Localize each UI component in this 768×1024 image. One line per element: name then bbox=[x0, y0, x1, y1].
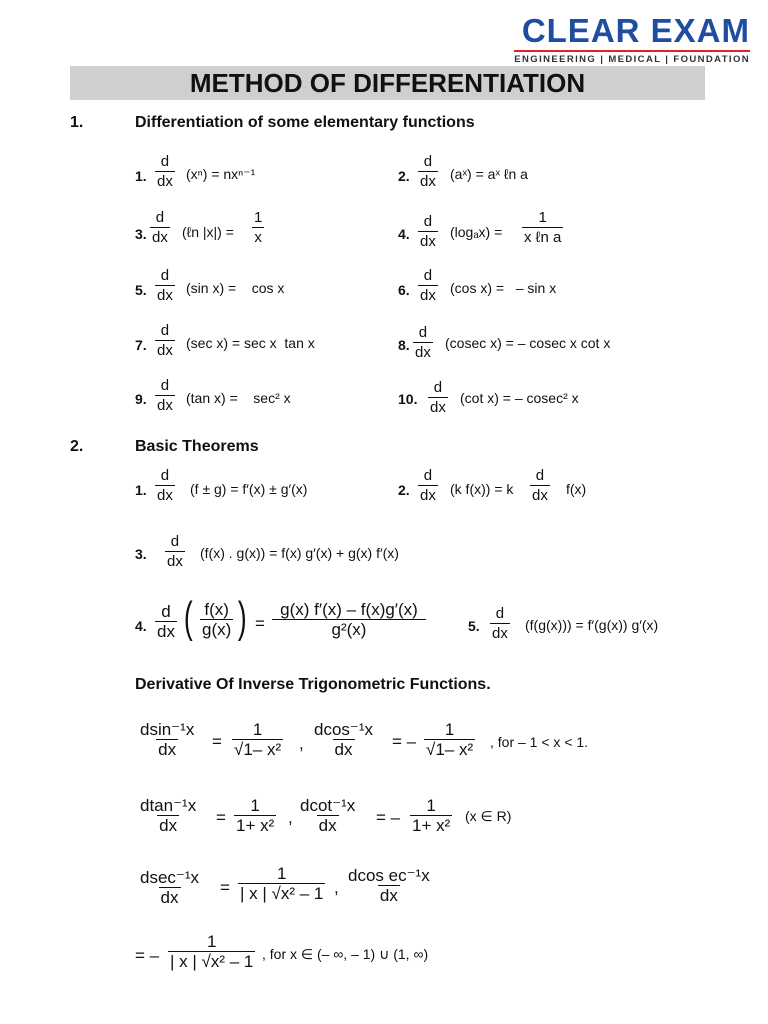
elem-6-ddx: d dx bbox=[420, 267, 436, 304]
elem-7-expr: (sec x) = sec x tan x bbox=[186, 335, 315, 351]
brand-logo bbox=[514, 14, 750, 65]
inv-sin-rhs: 1 √1– x² bbox=[234, 720, 282, 759]
elem-3-ddx: d dx bbox=[152, 209, 168, 246]
elem-7-ddx: d dx bbox=[157, 322, 173, 359]
inv-row1-comma: , bbox=[299, 734, 304, 753]
thm-5-ddx: d dx bbox=[492, 605, 508, 642]
thm-4-rhs: g(x) f′(x) – f(x)g′(x) g²(x) bbox=[272, 600, 426, 639]
inv-tan-rhs: 1 1+ x² bbox=[236, 796, 275, 835]
section-1-number: 1. bbox=[70, 114, 84, 131]
inv-row4-prefix: = – bbox=[135, 946, 160, 965]
elem-3-expr: (ℓn |x|) = bbox=[182, 224, 234, 240]
elem-8-num: 8. bbox=[398, 337, 410, 353]
elem-5-num: 5. bbox=[135, 282, 147, 298]
elem-8-expr: (cosec x) = – cosec x cot x bbox=[445, 335, 611, 351]
section-2-title: Basic Theorems bbox=[135, 438, 259, 455]
elem-4-num: 4. bbox=[398, 226, 410, 242]
thm-5-num: 5. bbox=[468, 618, 480, 634]
thm-3-expr: (f(x) . g(x)) = f(x) g′(x) + g(x) f′(x) bbox=[200, 545, 399, 561]
thm-2-expr-a: (k f(x)) = k bbox=[450, 481, 514, 497]
elem-9-ddx: d dx bbox=[157, 377, 173, 414]
elem-8-ddx: d dx bbox=[415, 324, 431, 361]
elem-3-num: 3. bbox=[135, 226, 147, 242]
inv-tan-lhs: dtan⁻¹x dx bbox=[140, 796, 197, 835]
elem-2-expr: (aˣ) = aˣ ℓn a bbox=[450, 166, 528, 182]
inv-cos-rhs: 1 √1– x² bbox=[426, 720, 474, 759]
inv-tan-eq: = bbox=[216, 808, 226, 827]
thm-2-num: 2. bbox=[398, 482, 410, 498]
d-numerator: d bbox=[160, 153, 170, 170]
section-1-title: Differentiation of some elementary functions bbox=[135, 114, 475, 131]
elem-6-num: 6. bbox=[398, 282, 410, 298]
thm-3-ddx: d dx bbox=[167, 533, 183, 570]
elem-4-ddx: d dx bbox=[420, 213, 436, 250]
elem-1-expr: (xⁿ) = nxⁿ⁻¹ bbox=[186, 166, 256, 182]
inv-sin-eq: = bbox=[212, 732, 222, 751]
elem-7-num: 7. bbox=[135, 337, 147, 353]
inv-row2-comma: , bbox=[288, 808, 293, 827]
inv-cosec-lhs: dcos ec⁻¹x dx bbox=[348, 866, 430, 905]
inv-cot-lhs: dcot⁻¹x dx bbox=[300, 796, 356, 835]
elem-5-ddx: d dx bbox=[157, 267, 173, 304]
inv-cot-eq: = – bbox=[376, 808, 401, 827]
inv-row3-comma: , bbox=[334, 878, 339, 897]
thm-1-ddx: d dx bbox=[157, 467, 173, 504]
inv-cos-eq: = – bbox=[392, 732, 417, 751]
thm-2-ddx-2: d dx bbox=[532, 467, 548, 504]
inv-row1-condition: , for – 1 < x < 1. bbox=[490, 734, 589, 750]
logo-sub-text: ENGINEERING | MEDICAL | FOUNDATION bbox=[514, 50, 750, 65]
section-2-number: 2. bbox=[70, 438, 84, 455]
inv-cot-rhs: 1 1+ x² bbox=[412, 796, 451, 835]
right-paren: ) bbox=[237, 593, 247, 642]
thm-2-expr-b: f(x) bbox=[566, 481, 587, 497]
inv-row4-rhs: 1 | x | √x² – 1 bbox=[170, 932, 254, 971]
inv-sec-rhs: 1 | x | √x² – 1 bbox=[240, 864, 324, 903]
inv-sin-lhs: dsin⁻¹x dx bbox=[140, 720, 195, 759]
elem-4-expr: (logₐx) = bbox=[450, 224, 503, 240]
thm-2-ddx: d dx bbox=[420, 467, 436, 504]
inverse-heading: Derivative Of Inverse Trigonometric Functions. bbox=[135, 676, 491, 693]
dx-denominator: dx bbox=[157, 173, 173, 190]
inv-sec-lhs: dsec⁻¹x dx bbox=[140, 868, 200, 907]
elem-9-expr: (tan x) = sec² x bbox=[186, 390, 291, 406]
elem-4-rhs: 1 x ℓn a bbox=[524, 209, 562, 246]
page-title: METHOD OF DIFFERENTIATION bbox=[189, 68, 586, 98]
thm-1-num: 1. bbox=[135, 482, 147, 498]
inv-sec-eq: = bbox=[220, 878, 230, 897]
thm-4-ddx: d dx bbox=[157, 602, 175, 641]
thm-4-inner-frac: f(x) g(x) bbox=[202, 600, 232, 639]
elem-1-num: 1. bbox=[135, 168, 147, 184]
elem-10-expr: (cot x) = – cosec² x bbox=[460, 390, 579, 406]
elem-9-num: 9. bbox=[135, 391, 147, 407]
thm-5-expr: (f(g(x))) = f′(g(x)) g′(x) bbox=[525, 617, 659, 633]
inv-cos-lhs: dcos⁻¹x dx bbox=[314, 720, 374, 759]
inv-row2-condition: (x ∈ R) bbox=[465, 808, 512, 824]
inv-row4-condition: , for x ∈ (– ∞, – 1) ∪ (1, ∞) bbox=[262, 946, 429, 962]
elem-2-ddx: d dx bbox=[420, 153, 436, 190]
elem-5-expr: (sin x) = cos x bbox=[186, 280, 285, 296]
title-bar bbox=[70, 66, 705, 100]
elem-6-expr: (cos x) = – sin x bbox=[450, 280, 557, 296]
thm-4-num: 4. bbox=[135, 618, 147, 634]
elem-2-num: 2. bbox=[398, 168, 410, 184]
elem-10-ddx: d dx bbox=[430, 379, 446, 416]
thm-1-expr: (f ± g) = f′(x) ± g′(x) bbox=[190, 481, 308, 497]
elem-3-rhs: 1 x bbox=[254, 209, 263, 246]
thm-3-num: 3. bbox=[135, 546, 147, 562]
thm-4-eq: = bbox=[255, 614, 265, 633]
elem-10-num: 10. bbox=[398, 391, 418, 407]
elem-1-ddx bbox=[155, 152, 175, 191]
left-paren: ( bbox=[183, 593, 193, 642]
logo-main-text: CLEAR EXAM bbox=[521, 12, 750, 49]
